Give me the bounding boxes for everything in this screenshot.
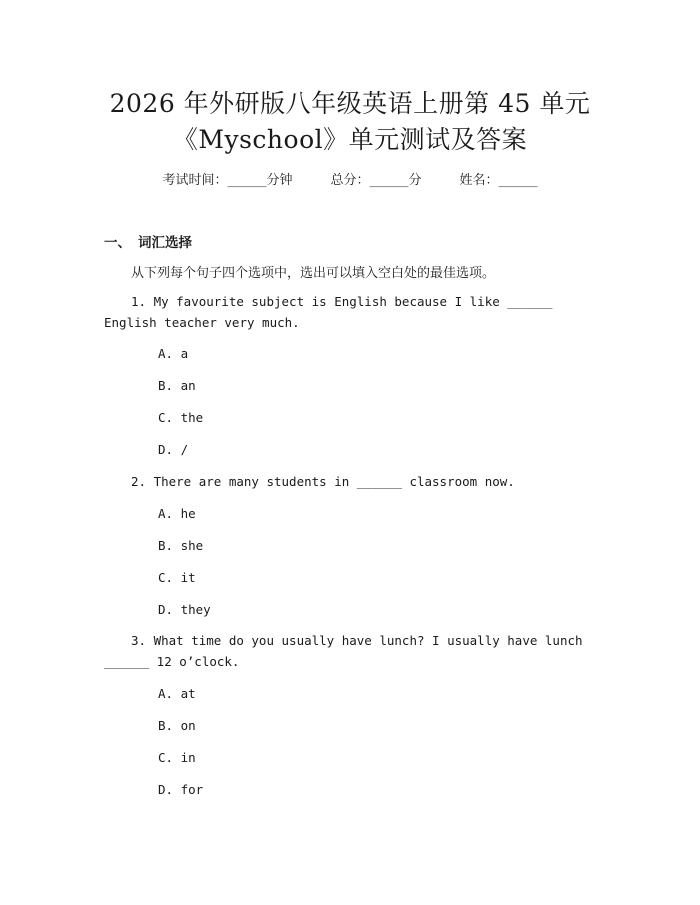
question-2-option-c: C. it: [158, 570, 196, 585]
exam-meta: [0, 169, 700, 188]
question-3: 3. What time do you usually have lunch? I usually have lunch ______ 12 o’clock.: [104, 633, 583, 669]
question-3-option-c: C. in: [158, 750, 196, 765]
question-1-option-b: B. an: [158, 378, 196, 393]
exam-time-label: 考试时间：______分钟: [162, 173, 293, 188]
question-2-option-b: B. she: [158, 538, 204, 553]
question-1-option-d: D. /: [158, 442, 189, 457]
question-3-option-b: B. on: [158, 718, 196, 733]
question-3-option-d: D. for: [158, 782, 204, 797]
question-2-option-d: D. they: [158, 602, 211, 617]
question-2: 2. There are many students in ______ classroom now.: [131, 474, 515, 489]
section-number: 一、: [104, 235, 131, 251]
section-instruction: 从下列每个句子四个选项中，选出可以填入空白处的最佳选项。: [131, 266, 496, 281]
student-name-label: 姓名：______: [459, 173, 538, 188]
section-title: 词汇选择: [138, 235, 192, 251]
section-heading: [104, 231, 192, 251]
question-1-option-c: C. the: [158, 410, 204, 425]
total-score-label: 总分：______分: [330, 173, 422, 188]
doc-title-line2: 《Myschool》单元测试及答案: [172, 125, 528, 154]
question-3-option-a: A. at: [158, 686, 196, 701]
question-2-option-a: A. he: [158, 506, 196, 521]
question-1-option-a: A. a: [158, 346, 189, 361]
question-1: 1. My favourite subject is English because I like ______ English teacher very much.: [104, 294, 553, 330]
doc-title-line1: 2026 年外研版八年级英语上册第 45 单元: [109, 89, 591, 118]
